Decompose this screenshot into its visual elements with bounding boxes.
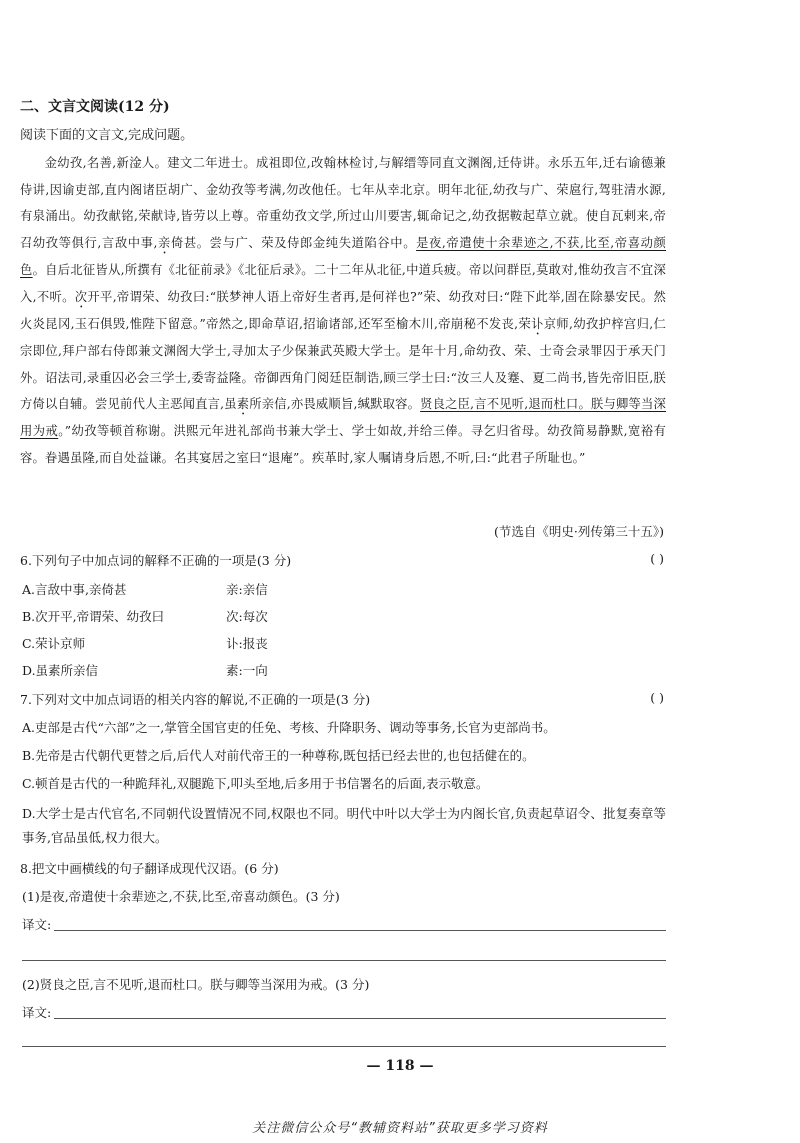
q6-option-a-explanation: 亲:亲信 — [226, 582, 268, 597]
q6-option-d: D.虽素所亲信 — [22, 663, 99, 678]
answer-line[interactable] — [54, 1018, 666, 1019]
answer-blank-7[interactable]: ( ) — [650, 690, 664, 705]
dotted-word: 素 — [236, 397, 250, 412]
q7-option-b: B.先帝是古代朝代更替之后,后代人对前代帝王的一种尊称,既包括已经去世的,也包括健在的。 — [22, 748, 535, 763]
passage-text: 京师,幼孜护梓宫归,仁宗即位,拜户部右侍郎兼文渊阁大学士,寻加太子少保兼武英殿大学士。是年十月,命幼孜、荣、士奇会录罪囚于承天门外。诏法司,录重囚必会三学士,委寄益隆。帝御西角门阅廷臣制诰,顾三学士曰:“汝三人及蹇、夏二尚书,皆先帝旧臣,朕方倚以自辅。尝见前代人主恶闻直言,虽 — [20, 316, 666, 412]
passage-text: 所亲信,亦畏威顺旨,缄默取容。 — [249, 397, 421, 412]
q7-option-a: A.吏部是古代“六部”之一,掌管全国官吏的任免、考核、升降职务、调动等事务,长官为吏部尚书。 — [22, 720, 556, 735]
q8-sentence-1: (1)是夜,帝遣使十余辈迹之,不获,比至,帝喜动颜色。(3 分) — [22, 889, 340, 904]
answer-line[interactable] — [54, 930, 666, 931]
question-7-stem: 7.下列对文中加点词语的相关内容的解说,不正确的一项是(3 分) — [20, 692, 371, 707]
q6-option-b-explanation: 次:每次 — [226, 609, 268, 624]
answer-line[interactable] — [22, 1046, 666, 1047]
q6-option-d-explanation: 素:一向 — [226, 663, 268, 678]
q6-option-a: A.言敌中事,亲倚甚 — [22, 582, 127, 597]
passage-text: 。自后北征皆从,所撰有《北征前录》《北征后录》。二十二年从北征,中道兵疲。帝以问群臣,莫敢对,惟幼孜言不宜深入,不听。 — [20, 263, 667, 304]
translation-label-2: 译文: — [22, 1005, 52, 1020]
page-number: — 118 — — [366, 1058, 434, 1074]
passage-text: 金幼孜,名善,新淦人。建文二年进士。成祖即位,改翰林检讨,与解缙等同直文渊阁,迁侍讲。永乐五年,迁右谕德兼侍讲,因谕吏部,直内阁诸臣胡广、金幼孜等考满,勿改他任。七年从幸北京。明年北征,幼孜与广、荣扈行,驾驻清水源,有泉涌出。幼孜献铭,荣献诗,皆劳以上尊。帝重幼孜文学,所过山川要害,辄命记之,幼孜据鞍起草立就。使自瓦剌来,帝召幼孜等俱 — [20, 156, 666, 251]
answer-line[interactable] — [22, 960, 666, 961]
passage-text: 开平,帝谓荣、幼孜曰:“朕梦神人语上帝好生者再,是何祥也?”荣、幼孜对曰:“陛下此举,固在除暴安民。然火炎昆冈,玉石俱毁,惟陛下留意。”帝然之,即命草诏,招谕诸部,还军至榆木川,帝崩秘不发丧,荣 — [20, 289, 666, 331]
q6-option-c: C.荣讣京师 — [22, 636, 86, 651]
footer-note: 关注微信公众号“教辅资料站”获取更多学习资料 — [252, 1121, 548, 1136]
dotted-word: 讣 — [531, 316, 544, 331]
question-6-stem: 6.下列句子中加点词的解释不正确的一项是(3 分) — [20, 553, 292, 568]
dotted-word: 次 — [74, 289, 88, 304]
q8-sentence-2: (2)贤良之臣,言不见听,退而杜口。朕与卿等当深用为戒。(3 分) — [22, 977, 370, 992]
passage-text: 行,言敌中事, — [84, 236, 158, 251]
q7-option-c: C.顿首是古代的一种跪拜礼,双腿跪下,叩头至地,后多用于书信署名的后面,表示敬意。 — [22, 776, 489, 791]
answer-blank-6[interactable]: ( ) — [650, 551, 664, 566]
q7-option-d: D.大学士是古代官名,不同朝代设置情况不同,权限也不同。明代中叶以大学士为内阁长官,负责起草诏令、批复奏章等事务,官品虽低,权力很大。 — [22, 806, 666, 845]
passage-source: (节选自《明史·列传第三十五》) — [494, 524, 664, 539]
classical-passage — [20, 150, 666, 472]
instruction-text: 阅读下面的文言文,完成问题。 — [20, 128, 194, 143]
section-title: 二、文言文阅读(12 分) — [20, 99, 170, 115]
translation-label-1: 译文: — [22, 917, 52, 932]
dotted-word: 亲 — [157, 236, 171, 251]
q6-option-b: B.次开平,帝谓荣、幼孜曰 — [22, 609, 165, 624]
question-8-stem: 8.把文中画横线的句子翻译成现代汉语。(6 分) — [20, 861, 279, 876]
underlined-sentence-1: 是夜,帝遣使十余辈迹之,不获,比至,帝喜动颜色 — [20, 236, 666, 278]
passage-text: 倚甚。尝与广、荣及侍郎金纯失道陷谷中。 — [170, 236, 417, 251]
underlined-sentence-2: 贤良之臣,言不见听,退而杜口。朕与卿等当深用为戒 — [20, 397, 666, 439]
passage-text: 。”幼孜等顿首称谢。洪熙元年进礼部尚书兼大学士、学士如故,并给三俸。寻乞归省母。幼孜简易静默,宽裕有容。眷遇虽隆,而自处益谦。名其宴居之室曰“退庵”。疾革时,家人嘱请身后恩,不听,曰:“此君子所耻也。” — [20, 424, 666, 465]
q6-option-c-explanation: 讣:报丧 — [226, 636, 268, 651]
